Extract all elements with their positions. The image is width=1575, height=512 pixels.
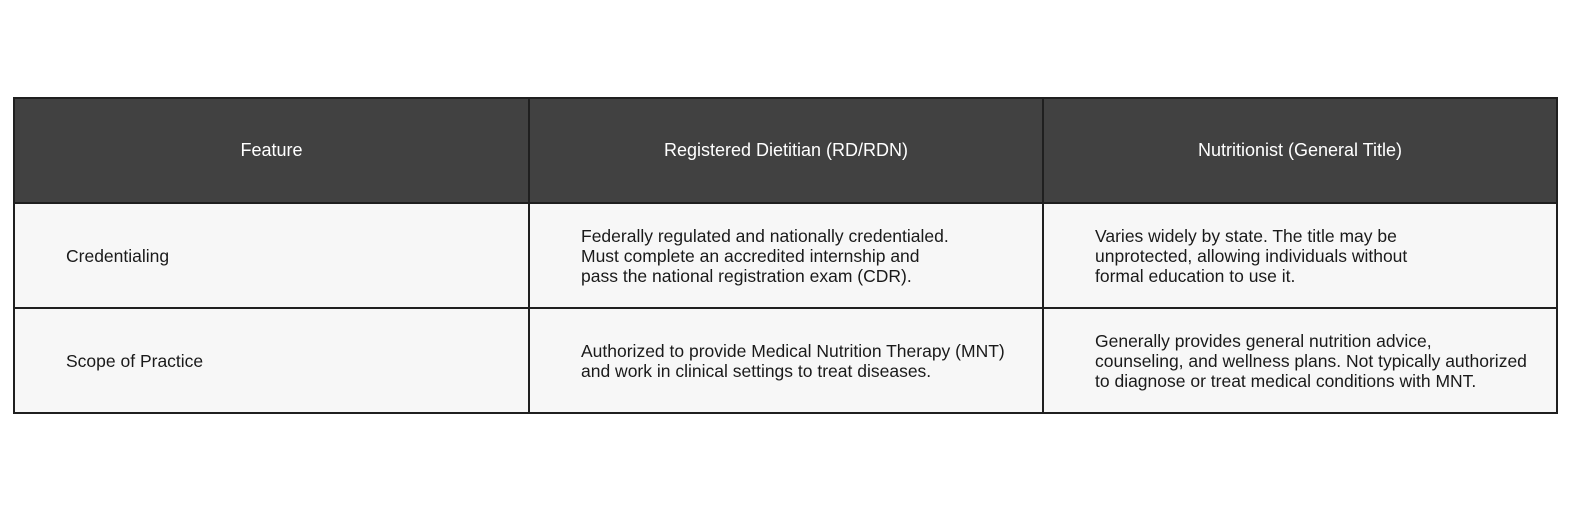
cell-text-line: unprotected, allowing individuals without <box>1095 245 1408 266</box>
table-row <box>14 308 1557 413</box>
nutritionist-cell <box>1043 308 1557 413</box>
feature-cell: Credentialing <box>14 203 529 308</box>
cell-text-line: formal education to use it. <box>1095 265 1296 286</box>
cell-text-line: and work in clinical settings to treat diseases. <box>581 360 932 381</box>
cell-text-line: Authorized to provide Medical Nutrition Therapy (MNT) <box>581 340 1005 361</box>
dietitian-cell <box>529 308 1043 413</box>
dietitian-cell <box>529 203 1043 308</box>
header-feature: Feature <box>14 98 529 203</box>
comparison-table <box>13 97 1558 414</box>
cell-text-line: pass the national registration exam (CDR). <box>581 265 912 286</box>
cell-text-line: counseling, and wellness plans. Not typically authorized <box>1095 350 1527 371</box>
header-registered-dietitian: Registered Dietitian (RD/RDN) <box>529 98 1043 203</box>
cell-text-line: Varies widely by state. The title may be <box>1095 225 1397 246</box>
table-row <box>14 203 1557 308</box>
cell-text-line: Generally provides general nutrition advice, <box>1095 330 1432 351</box>
table-header-row <box>14 98 1557 203</box>
header-nutritionist: Nutritionist (General Title) <box>1043 98 1557 203</box>
cell-text-line: Must complete an accredited internship and <box>581 245 920 266</box>
nutritionist-cell <box>1043 203 1557 308</box>
cell-text-line: to diagnose or treat medical conditions with MNT. <box>1095 370 1477 391</box>
cell-text-line: Federally regulated and nationally credentialed. <box>581 225 949 246</box>
feature-cell: Scope of Practice <box>14 308 529 413</box>
